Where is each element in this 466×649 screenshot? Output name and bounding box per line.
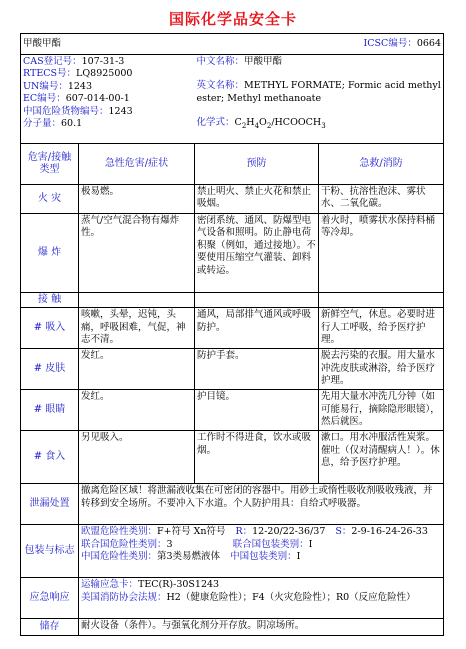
eyes-symptoms: 发红。 bbox=[79, 390, 195, 431]
cn-label: 中国危险货物编号： bbox=[23, 105, 109, 117]
skin-row bbox=[21, 349, 444, 390]
names-block bbox=[195, 55, 444, 144]
cn-class-label: 中国危险性类别： bbox=[81, 551, 158, 563]
inhalation-aid: 新鲜空气，休息。必要时进行人工呼吸，给予医疗护理。 bbox=[319, 308, 444, 349]
zh-name-line bbox=[197, 56, 442, 68]
ingestion-row bbox=[21, 431, 444, 484]
formula-part: C bbox=[234, 117, 242, 129]
eyes-row bbox=[21, 390, 444, 431]
eu-r-label: R： bbox=[235, 526, 253, 538]
eyes-prevention: 护目镜。 bbox=[195, 390, 319, 431]
cn-class-line bbox=[81, 551, 441, 563]
safety-card-table bbox=[20, 33, 444, 636]
en-name-line bbox=[197, 80, 442, 105]
column-aid: 急救/消防 bbox=[319, 144, 444, 185]
document-title: 国际化学品安全卡 bbox=[168, 10, 297, 28]
cn-class-value: 第3类易燃液体 bbox=[157, 551, 221, 563]
eu-s-value: 2-9-16-24-26-33 bbox=[351, 526, 428, 538]
packaging-row bbox=[21, 525, 444, 578]
column-type: 危害/接触类型 bbox=[21, 144, 79, 185]
inhalation-prevention: 通风，局部排气通风或呼吸防护。 bbox=[195, 308, 319, 349]
packaging-label: 包装与标志 bbox=[21, 525, 79, 578]
fire-symptoms: 极易燃。 bbox=[79, 185, 195, 214]
ec-value: 607-014-00-1 bbox=[65, 93, 130, 105]
nfpa-line bbox=[81, 592, 441, 604]
rtecs-value: LQ8925000 bbox=[76, 68, 133, 80]
column-header-row bbox=[21, 144, 444, 185]
icsc-number bbox=[195, 34, 444, 55]
en-name-value: METHYL FORMATE; Formic acid methyl ester; Methyl methanoate bbox=[196, 80, 441, 104]
emergency-text bbox=[79, 578, 444, 619]
inhalation-symptoms: 咳嗽，头晕，迟钝，头痛，呼吸困难，气促，神志不清。 bbox=[79, 308, 195, 349]
eu-class-line bbox=[81, 526, 441, 538]
formula-sub: 3 bbox=[321, 122, 326, 131]
un-class-label: 联合国危险性类别： bbox=[81, 538, 167, 550]
storage-label: 储存 bbox=[21, 619, 79, 636]
storage-text: 耐火设备（条件）。与强氧化剂分开存放。阴凉场所。 bbox=[79, 619, 444, 636]
un-class-value: 3 bbox=[166, 538, 173, 550]
un-value: 1243 bbox=[67, 80, 93, 92]
un-class-line bbox=[81, 539, 441, 551]
contact-type: 接 触 bbox=[21, 293, 79, 308]
spill-text: 撤离危险区域！将泄漏液收集在可密闭的容器中。用砂土或惰性吸收剂吸收残液，并转移到安全场所。不要冲入下水道。个人防护用具：自给式呼吸器。 bbox=[79, 484, 444, 525]
explosion-prevention: 密闭系统、通风、防爆型电气设备和照明。防止静电荷积聚（例如，通过接地）。不要使用压缩空气灌装、卸料或转运。 bbox=[195, 214, 319, 293]
zh-name-label: 中文名称： bbox=[196, 56, 245, 67]
formula-sub: 4 bbox=[254, 122, 260, 131]
formula-part: O bbox=[259, 117, 267, 129]
explosion-symptoms: 蒸气/空气混合物有爆炸性。 bbox=[79, 214, 195, 293]
cas-label: CAS登记号： bbox=[23, 56, 82, 67]
formula-part: /HCOOCH bbox=[271, 117, 322, 129]
fire-prevention: 禁止明火、禁止火花和禁止吸烟。 bbox=[195, 185, 319, 214]
fire-row bbox=[21, 185, 444, 214]
explosion-aid: 着火时，喷雾状水保持料桶等冷却。 bbox=[319, 214, 444, 293]
contact-prevention bbox=[195, 293, 319, 308]
cas-line bbox=[23, 56, 193, 68]
mw-line bbox=[23, 118, 193, 130]
ingestion-type: # 食入 bbox=[21, 431, 79, 484]
formula-part: H bbox=[246, 117, 255, 129]
nfpa-label: 美国消防协会法规： bbox=[81, 591, 167, 603]
packaging-text bbox=[79, 525, 444, 578]
skin-prevention: 防护手套。 bbox=[195, 349, 319, 390]
identifier-block bbox=[21, 55, 195, 144]
inhalation-type: # 吸入 bbox=[21, 308, 79, 349]
explosion-row bbox=[21, 214, 444, 293]
formula-line bbox=[197, 117, 442, 129]
emergency-label: 应急响应 bbox=[21, 578, 79, 619]
un-label: UN编号： bbox=[23, 80, 68, 92]
skin-symptoms: 发红。 bbox=[79, 349, 195, 390]
skin-type: # 皮肤 bbox=[21, 349, 79, 390]
cn-value: 1243 bbox=[108, 105, 133, 117]
eu-class-value: F+符号 Xn符号 bbox=[157, 526, 226, 538]
transport-card-line bbox=[81, 579, 441, 591]
un-pack-value: I bbox=[308, 538, 313, 550]
cn-pack-value: I bbox=[296, 551, 301, 563]
rtecs-line bbox=[23, 68, 193, 80]
skin-aid: 脱去污染的衣服。用大量水冲洗皮肤或淋浴，给予医疗护理。 bbox=[319, 349, 444, 390]
chemical-name: 甲酸甲酯 bbox=[21, 34, 195, 55]
rtecs-label: RTECS号： bbox=[23, 68, 77, 80]
fire-type: 火 灾 bbox=[21, 185, 79, 214]
cas-value: 107-31-3 bbox=[81, 56, 125, 67]
contact-row bbox=[21, 293, 444, 308]
formula-label: 化学式： bbox=[196, 117, 235, 129]
spill-row bbox=[21, 484, 444, 525]
zh-name-value: 甲酸甲酯 bbox=[244, 56, 283, 67]
contact-symptoms bbox=[79, 293, 195, 308]
contact-aid bbox=[319, 293, 444, 308]
nfpa-value: H2（健康危险性）；F4（火灾危险性）；R0（反应危险性） bbox=[166, 591, 416, 603]
explosion-type: 爆 炸 bbox=[21, 214, 79, 293]
storage-row bbox=[21, 619, 444, 636]
eyes-type: # 眼睛 bbox=[21, 390, 79, 431]
ingestion-prevention: 工作时不得进食，饮水或吸烟。 bbox=[195, 431, 319, 484]
eyes-aid: 先用大量水冲洗几分钟（如可能易行，摘除隐形眼镜），然后就医。 bbox=[319, 390, 444, 431]
un-line bbox=[23, 81, 193, 93]
ingestion-symptoms: 另见吸入。 bbox=[79, 431, 195, 484]
column-symptoms: 急性危害/症状 bbox=[79, 144, 195, 185]
mw-label: 分子量： bbox=[23, 118, 62, 130]
un-pack-label: 联合国包装类别： bbox=[232, 538, 309, 550]
ec-label: EC编号： bbox=[23, 93, 66, 105]
icsc-label: ICSC编号： bbox=[363, 37, 417, 49]
transport-card-label: 运输应急卡： bbox=[81, 579, 139, 591]
eu-class-label: 欧盟危险性类别： bbox=[81, 526, 158, 538]
inhalation-row bbox=[21, 308, 444, 349]
eu-s-label: S： bbox=[335, 526, 352, 538]
cn-pack-label: 中国包装类别： bbox=[230, 551, 297, 563]
header-row bbox=[21, 34, 444, 55]
mw-value: 60.1 bbox=[61, 118, 83, 130]
column-prevention: 预防 bbox=[195, 144, 319, 185]
icsc-value: 0664 bbox=[416, 37, 442, 49]
transport-card-value: TEC(R)-30S1243 bbox=[138, 579, 220, 591]
formula-sub: 2 bbox=[241, 122, 247, 131]
en-name-label: 英文名称： bbox=[196, 80, 245, 92]
spill-label: 泄漏处置 bbox=[21, 484, 79, 525]
fire-aid: 干粉、抗溶性泡沫、雾状水、二氧化碳。 bbox=[319, 185, 444, 214]
ec-line bbox=[23, 93, 193, 105]
identifiers-row bbox=[21, 55, 444, 144]
ingestion-aid: 漱口。用水冲服活性炭浆。催吐（仅对清醒病人！）。休息，给予医疗护理。 bbox=[319, 431, 444, 484]
cn-line bbox=[23, 106, 193, 118]
emergency-row bbox=[21, 578, 444, 619]
eu-r-value: 12-20/22-36/37 bbox=[252, 526, 326, 538]
formula-sub: 2 bbox=[266, 122, 272, 131]
